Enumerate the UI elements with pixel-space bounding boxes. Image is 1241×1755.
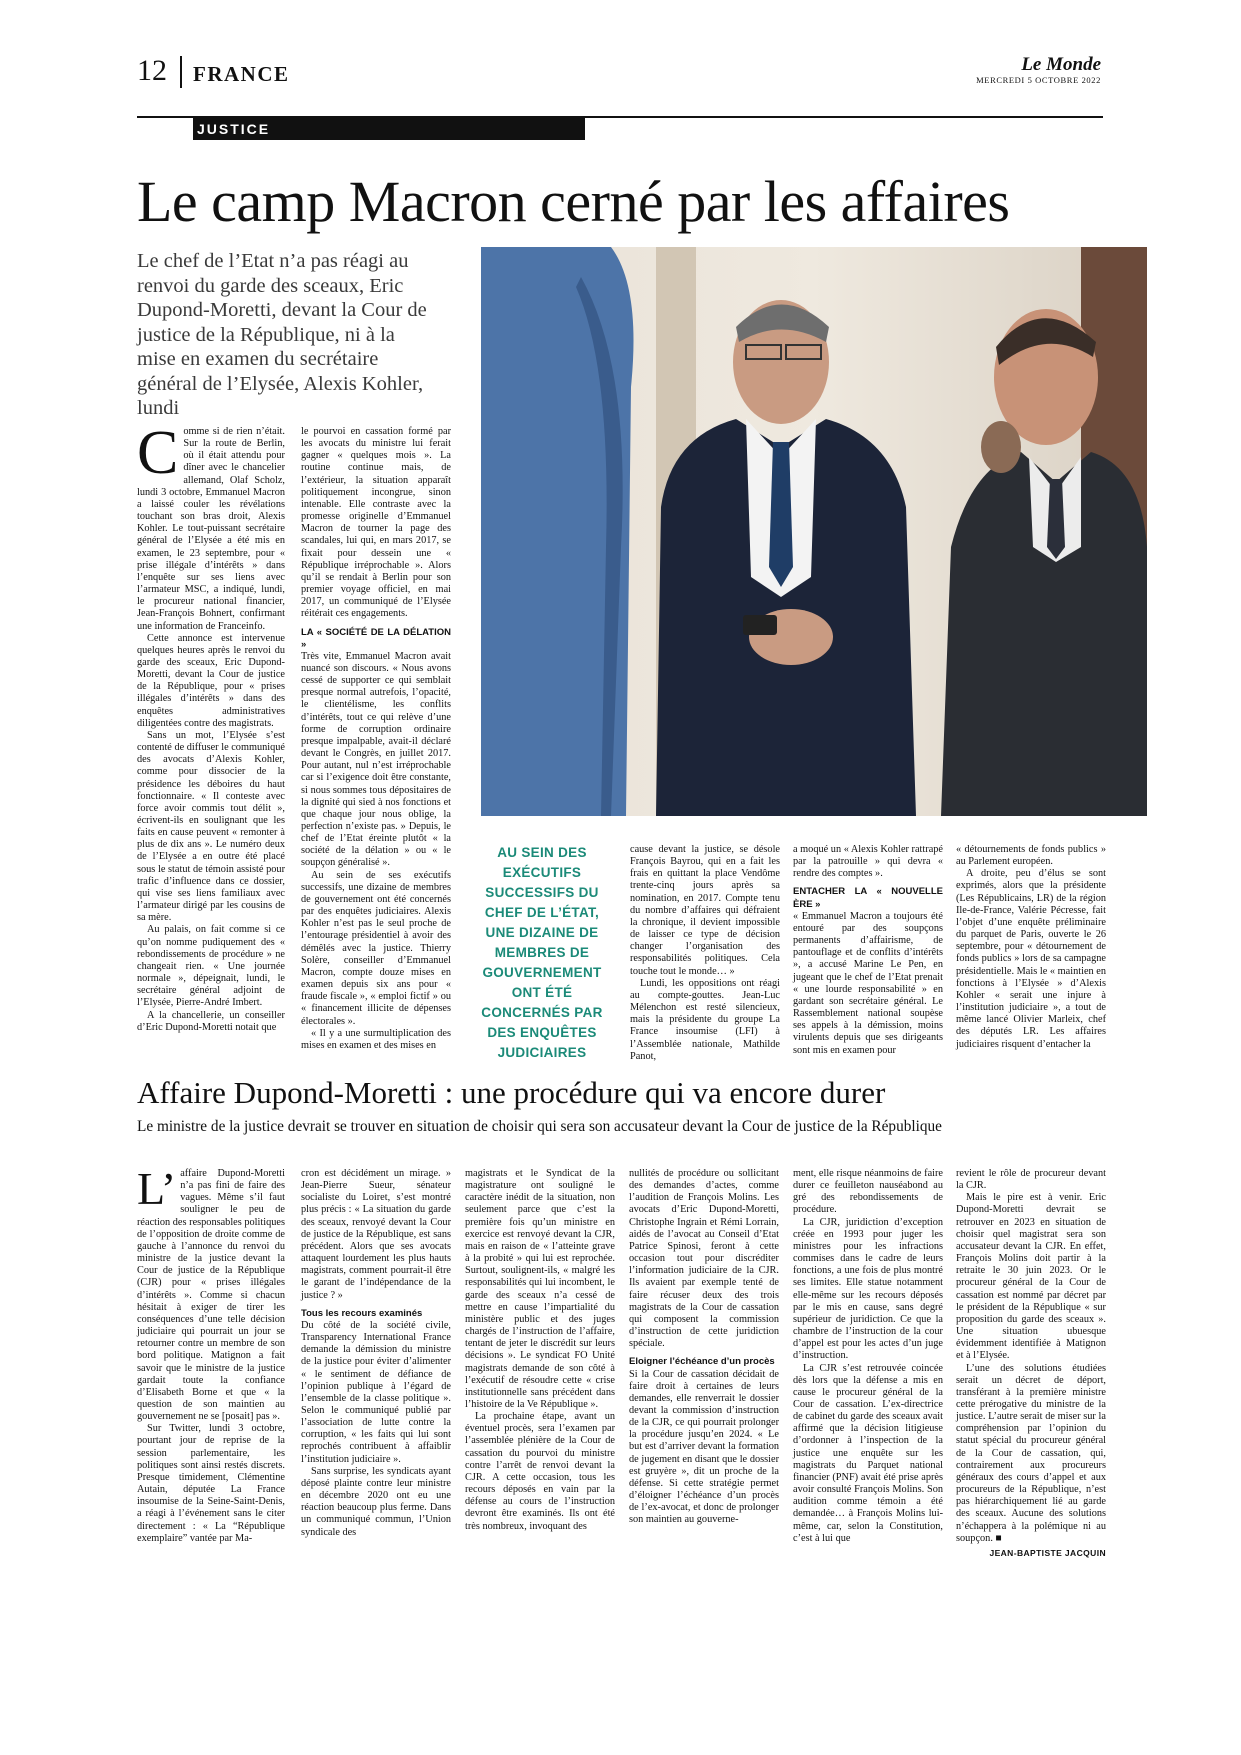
paragraph: Du côté de la société civile, Transparency International France demande la démission du ministre de la justice pour éviter d’alimenter « le sentiment de défiance de l’opinion publique à l’égard de l’ensemble de la classe politique ». Selon le communiqué publié par l’association de lutte contre la corruption, « les faits qui lui sont reprochés contribuent à affaiblir l’institution judiciaire ».	[301, 1319, 451, 1465]
paragraph: nullités de procédure ou sollicitant des demandes d’actes, comme l’audition de François Molins. Les avocats d’Eric Dupond-Moretti, Christophe Ingrain et Rémi Lorrain, aidés de l’avocat au Conseil d’Etat Patrice Spinosi, feront à cette occasion tout pour discréditer l’information judiciaire de la CJR. Ils avaient par exemple tenté de faire récuser deux des trois magistrats de la Cour de cassation qui composent la commission d’instruction de cette juridiction spéciale.	[629, 1168, 779, 1350]
article2-column-4	[629, 1168, 779, 1527]
secondary-headline: Affaire Dupond-Moretti : une procédure qui va encore durer	[137, 1075, 886, 1110]
header-divider	[180, 56, 182, 88]
paragraph: Sur Twitter, lundi 3 octobre, pourtant jour de reprise de la session parlementaire, les politiques sont ainsi restés discrets. Presque timidement, Clémentine Autain, députée La France insoumise de la Seine-Saint-Denis, a réagi à l’événement sans le citer directement : « La “République exemplaire” vantée par Ma-	[137, 1423, 285, 1544]
paragraph: Au sein de ses exécutifs successifs, une dizaine de membres de gouvernement ont été concernés par des enquêtes judiciaires. Alexis Kohler n’est pas le seul proche de l’entourage présidentiel à avoir des démêlés avec la justice. Thierry Solère, conseiller d’Emmanuel Macron, compte douze mises en examen depuis six ans pour « fraude fiscale », « emploi fictif » ou « financement illicite de dépenses électorales ».	[301, 869, 451, 1027]
article2-column-6	[956, 1168, 1106, 1559]
paragraph: ment, elle risque néanmoins de faire durer ce feuilleton nauséabond au gré des rebondissements de procédure.	[793, 1168, 943, 1216]
paragraph: « détournements de fonds publics » au Parlement européen.	[956, 844, 1106, 868]
article2-column-3	[465, 1168, 615, 1533]
subheading: Tous les recours examinés	[301, 1307, 423, 1319]
dropcap: L’	[137, 1163, 177, 1214]
paragraph: Sans surprise, les syndicats ayant déposé plainte contre leur ministre en décembre 2020 ont eu une réaction beaucoup plus ferme. Dans un communiqué commun, l’Union syndicale des	[301, 1465, 451, 1538]
paragraph: « Emmanuel Macron a toujours été entouré par des soupçons permanents d’affairisme, de pantouflage et de conflits d’intérêts », a accusé Marine Le Pen, en jugeant que le chef de l’Etat prenait « une lourde responsabilité » en gardant son secrétaire général. Le Rassemblement national soupèse ses appels à la démission, moins virulents depuis que ses dirigeants sont mis en examen pour	[793, 910, 943, 1056]
paragraph: « Il y a une surmultiplication des mises en examen et des mises en	[301, 1027, 451, 1051]
page-number: 12	[137, 54, 167, 87]
article1-column-1	[137, 419, 285, 1034]
author-signature: JEAN-BAPTISTE JACQUIN	[989, 1547, 1106, 1558]
paragraph: Lundi, les oppositions ont réagi au compte-gouttes. Jean-Luc Mélenchon est resté silencieux, mais la présidente du groupe La France insoumise (LFI) à l’Assemblée nationale, Mathilde Panot,	[630, 977, 780, 1062]
pull-quote: AU SEIN DES EXÉCUTIFS SUCCESSIFS DU CHEF DE L’ÉTAT, UNE DIZAINE DE MEMBRES DE GOUVERNEMENT ONT ÉTÉ CONCERNÉS PAR DES ENQUÊTES JUDICIAIRES	[481, 845, 603, 1060]
paragraph: affaire Dupond-Moretti n’a pas fini de faire des vagues. Même s’il faut souligner le peu de réaction des responsables politiques de l’opposition de droite comme de gauche à l’annonce du renvoi du ministre de la justice devant la Cour de justice de la République (CJR) pour « prises illégales d’intérêts ». Comme si chacun hésitait à exiger de tirer les conséquences d’une telle décision judiciaire qui pourrait un jour se retourner contre un membre de son bord politique. Matignon a fait savoir que le ministre de la justice gardait toute la confiance d’Elisabeth Borne et que « la question de son maintien au gouvernement ne se [posait] pas ».	[137, 1168, 285, 1423]
article1-column-3	[630, 844, 780, 1063]
news-photo	[481, 247, 1147, 816]
paragraph: Sans un mot, l’Elysée s’est contenté de diffuser le communiqué des avocats d’Alexis Kohler, comme pour dissocier de la présidence les déboires du haut fonctionnaire. « Il conteste avec force avoir commis tout délit », écrivent-ils en soulignant que les faits en cause peuvent « remonter à plus de dix ans ». Le numéro deux de l’Elysée a en outre été placé sous le statut de témoin assisté pour trafic d’influence dans ce dossier, qui vise ses liens familiaux avec l’armateur dirigé par les cousins de sa mère.	[137, 729, 285, 924]
paragraph: La CJR s’est retrouvée coincée dès lors que la défense a mis en cause le procureur général de la Cour de cassation. L’ex-directrice de cabinet du garde des sceaux avait affirmé que la décision litigieuse d’ordonner à l’inspection de la justice une enquête sur les magistrats du Parquet national financier (PNF) avait été prise après avoir consulté François Molins. Son audition comme témoin a été demandée… à François Molins lui-même, car, selon la Constitution, c’est à lui que	[793, 1362, 943, 1544]
paragraph: Très vite, Emmanuel Macron avait nuancé son discours. « Nous avons cessé de supporter ce qui semblait presque normal autrefois, l’opacité, le clientélisme, les conflits d’intérêts, tout ce qui relève d’une forme de corruption ordinaire presque impalpable, avait-il déclaré devant le Congrès, en juillet 2017. Pour autant, nul n’est irréprochable car si l’exigence doit être constante, si nous sommes tous dépositaires de la dignité qui sied à nos fonctions et que chaque jour nous oblige, la perfection n’existe pas. » Depuis, le chef de l’Etat éreinte plutôt « la société de la délation » ou « le soupçon généralisé ».	[301, 650, 451, 869]
paragraph: Au palais, on fait comme si ce qu’on nomme pudiquement des « rebondissements de procédure » ne changeait rien. « Une journée normale », dépeignait, lundi, le secrétaire général adjoint de l’Elysée, Pierre-André Imbert.	[137, 924, 285, 1009]
section-label: FRANCE	[193, 62, 290, 86]
paragraph: omme si de rien n’était. Sur la route de Berlin, où il était attendu pour dîner avec le chancelier allemand, Olaf Scholz, lundi 3 octobre, Emmanuel Macron a laissé couler les révélations touchant son bras droit, Alexis Kohler. Le tout-puissant secrétaire général de l’Elysée a été mis en examen, le 23 septembre, pour « prise illégale d’intérêts » dans l’enquête sur ses liens avec l’armateur MSC, a indiqué, lundi, le procureur national financier, Jean-François Bohnert, confirmant une information de Franceinfo.	[137, 426, 285, 632]
paragraph: Si la Cour de cassation décidait de faire droit à certaines de leurs demandes, elle renverrait le dossier devant la commission d’instruction de la CJR, ce qui pourrait prolonger la procédure jusqu’en 2024. « Le but est d’arriver devant la formation de jugement en disant que le dossier est gruyère », dit un proche de la défense. Si cette stratégie permet d’éloigner l’échéance d’un procès de l’ex-avocat, et donc de prolonger son maintien au gouverne-	[629, 1368, 779, 1526]
kicker-bar: JUSTICE	[193, 118, 585, 140]
paragraph: a moqué un « Alexis Kohler rattrapé par la patrouille » qui devra « rendre des comptes ».	[793, 844, 943, 880]
paragraph: cause devant la justice, se désole François Bayrou, qui en a fait les frais en quittant la place Vendôme trente-cinq jours après sa nomination, en 2017. Compte tenu du nombre d’affaires qui défraient la chronique, il devient impossible de laisser ce type de décision changer l’organisation des responsabilités politiques. Cela touche tout le monde… »	[630, 844, 780, 977]
article2-column-2	[301, 1168, 451, 1539]
newspaper-logo: Le Monde	[1021, 54, 1101, 75]
paragraph: A droite, peu d’élus se sont exprimés, alors que la présidente (Les Républicains, LR) de la région Ile-de-France, Valérie Pécresse, fait l’objet d’une enquête préliminaire du parquet de Paris, ouverte le 26 septembre, pour « détournement de fonds publics » lors de sa campagne présidentielle. Mais le « maintien en fonctions à l’Elysée » d’Alexis Kohler « serait une injure à l’institution judiciaire », a tout de même lancé Olivier Marleix, chef des députés LR. Les affaires judiciaires risquent d’entacher la	[956, 868, 1106, 1050]
subheading: ENTACHER LA « NOUVELLE ÈRE »	[793, 886, 943, 910]
article1-column-5	[956, 844, 1106, 1051]
dropcap: C	[137, 419, 179, 487]
article1-column-2	[301, 426, 451, 1052]
paragraph: A la chancellerie, un conseiller d’Eric Dupond-Moretti notait que	[137, 1009, 285, 1033]
paragraph: La prochaine étape, avant un éventuel procès, sera l’examen par l’assemblée plénière de la Cour de cassation du pourvoi du ministre contre l’arrêt de renvoi devant la CJR. A cette occasion, tous les recours déposés en vain par la défense au cours de l’instruction devront être examinés. Ils ont été très nombreux, invoquant des	[465, 1411, 615, 1532]
standfirst: Le chef de l’Etat n’a pas réagi au renvoi du garde des sceaux, Eric Dupond-Moretti, devant la Cour de justice de la République, ni à la mise en examen du secrétaire général de l’Elysée, Alexis Kohler, lundi	[137, 250, 427, 419]
subheading: Eloigner l’échéance d’un procès	[629, 1356, 775, 1368]
paragraph: magistrats et le Syndicat de la magistrature ont souligné le caractère inédit de la situation, non seulement parce que c’est la première fois qu’un ministre en exercice est renvoyé devant la CJR, mais en raison de « l’atteinte grave à la probité » qui lui est reprochée. Surtout, soulignent-ils, « malgré les responsabilités qui lui incombent, le garde des sceaux n’a cessé de mettre en cause l’impartialité du ministère public et des juges chargés de l’instruction de l’affaire, tentant de jeter le discrédit sur leurs décisions ». Le syndicat FO Unité magistrats demande de son côté à l’exécutif de résoudre cette « crise institutionnelle sans précédent dans l’histoire de la Ve République ».	[465, 1168, 615, 1410]
paragraph: cron est décidément un mirage. » Jean-Pierre Sueur, sénateur socialiste du Loiret, s’est montré plus précis : « La situation du garde des sceaux, renvoyé devant la Cour de justice de la République, est sans précédent. Alors que ses avocats attaquent lourdement les plus hauts magistrats, comment pourrait-il être le garant de l’indépendance de la justice ? »	[301, 1168, 451, 1301]
article2-column-1	[137, 1163, 285, 1545]
paragraph: La CJR, juridiction d’exception créée en 1993 pour juger les ministres pour les infractions commises dans le cadre de leurs fonctions, a une fois de plus montré ses limites. Elle statue notamment elle-même sur les recours déposés par le mis en cause, sans degré supérieur de juridiction. Ce que la chambre de l’instruction de la cour d’appel est pour les actes d’un juge d’instruction.	[793, 1216, 943, 1362]
article2-deck: Le ministre de la justice devrait se trouver en situation de choisir qui sera son accusateur devant la Cour de justice de la République	[137, 1118, 942, 1135]
article2-column-5	[793, 1168, 943, 1545]
photo-illustration	[481, 247, 1147, 816]
main-headline: Le camp Macron cerné par les affaires	[137, 169, 1010, 234]
paragraph: L’une des solutions étudiées serait un décret de déport, transférant à la première ministre cette prérogative du ministre de la justice. L’autre serait de miser sur la compréhension par l’opinion du statut spécial du procureur général de la Cour de cassation, qui, contrairement aux procureurs généraux des cours d’appel et aux procureurs de la République, n’est pas hiérarchiquement lié au garde des sceaux. Aucune des solutions n’échappera à la polémique ni au soupçon. ■	[956, 1362, 1106, 1544]
paragraph: Cette annonce est intervenue quelques heures après le renvoi du garde des sceaux, Eric Dupond-Moretti, devant la Cour de justice de la République, pour « prises illégales d’intérêts » dans des enquêtes administratives diligentées contre des magistrats.	[137, 632, 285, 729]
subheading: LA « SOCIÉTÉ DE LA DÉLATION »	[301, 626, 451, 650]
article1-column-4	[793, 844, 943, 1057]
paragraph: Mais le pire est à venir. Eric Dupond-Moretti devrait se retrouver en 2023 en situation de choisir quel magistrat sera son accusateur devant la CJR. En effet, François Molins doit partir à la retraite le 30 juin 2023. Or le procureur général de la Cour de cassation est nommé par décret par le président de la République « sur proposition du garde des sceaux ». Une situation ubuesque évidemment identifiée à Matignon et à l’Elysée.	[956, 1192, 1106, 1362]
paragraph: le pourvoi en cassation formé par les avocats du ministre lui ferait gagner « quelques mois ». La routine continue mais, de l’extérieur, la situation apparaît politiquement incongrue, sinon intenable. Elle contraste avec la promesse originelle d’Emmanuel Macron de tourner la page des scandales, lui qui, en mars 2017, se fixait pour dessein une « République irréprochable ». Alors qu’il se rendait à Berlin pour son premier voyage officiel, en mai 2017, un communiqué de l’Elysée réitérait ces engagements.	[301, 426, 451, 620]
paragraph: revient le rôle de procureur devant la CJR.	[956, 1168, 1106, 1192]
issue-date: MERCREDI 5 OCTOBRE 2022	[976, 75, 1101, 85]
